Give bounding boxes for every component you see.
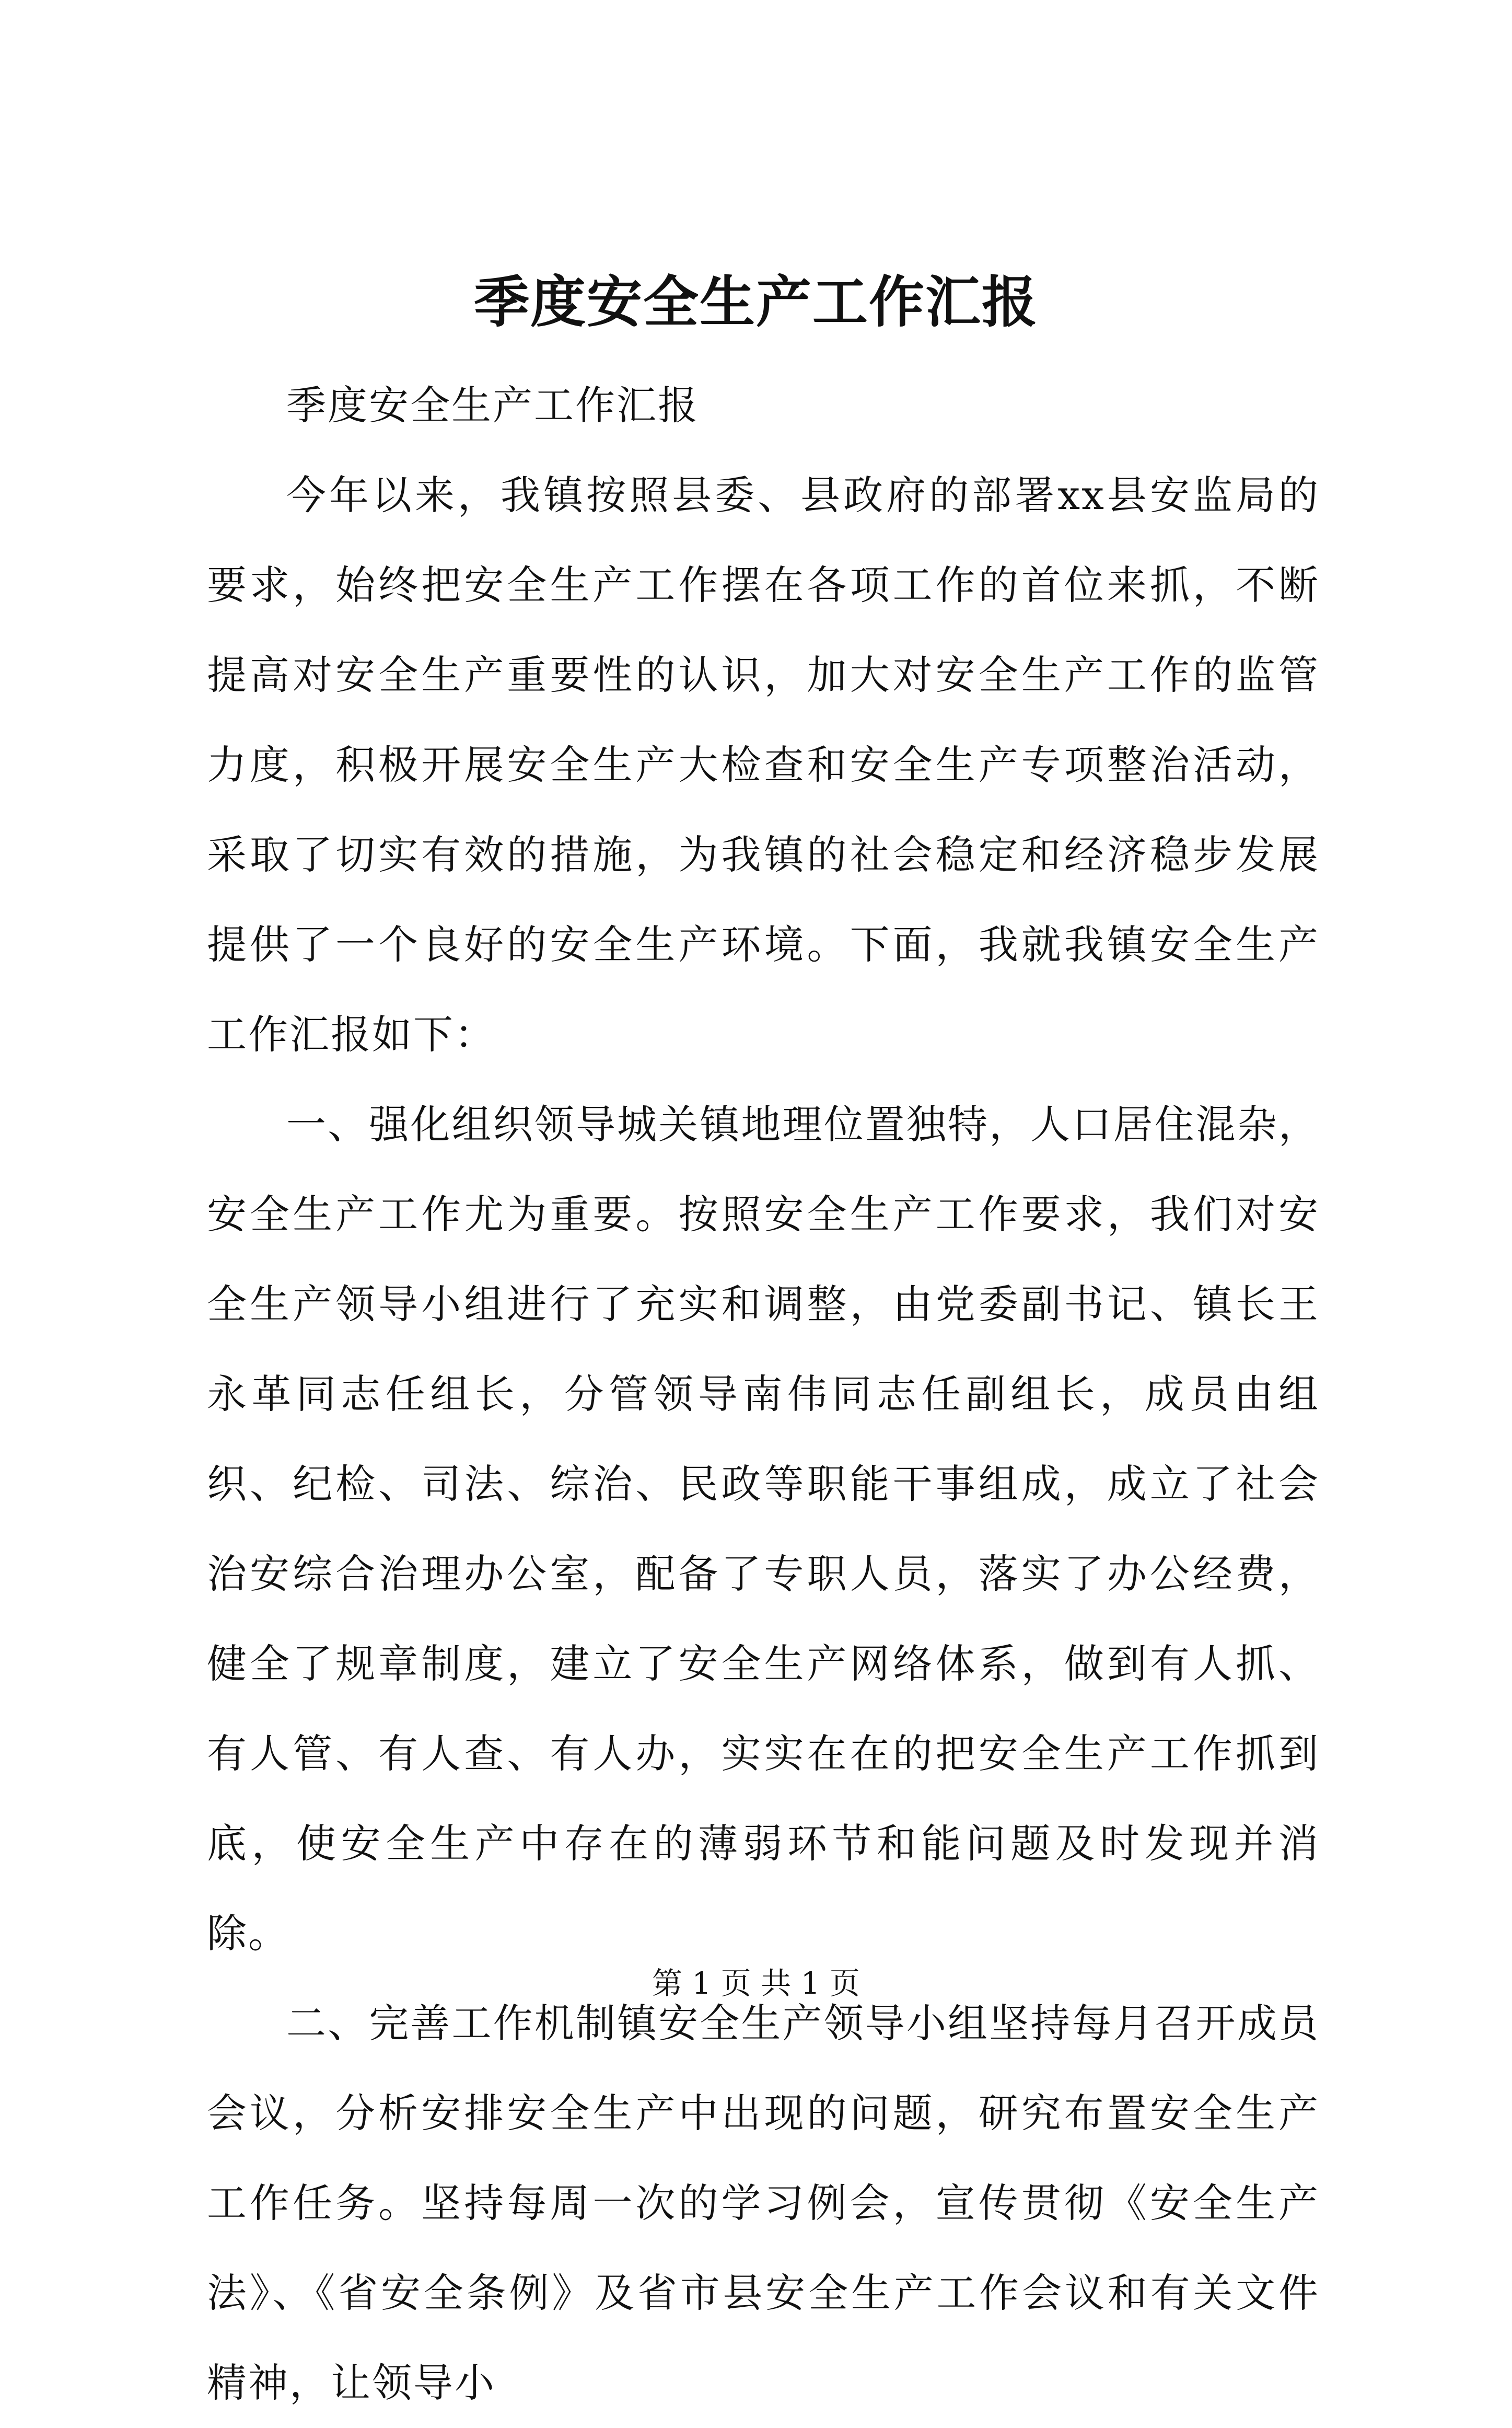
paragraph-intro: 今年以来，我镇按照县委、县政府的部署xx县安监局的要求，始终把安全生产工作摆在各项工作的首位来抓，不断提高对安全生产重要性的认识，加大对安全生产工作的监管力度，积极开展安全生产大检查和安全生产专项整治活动，采取了切实有效的措施，为我镇的社会稳定和经济稳步发展提供了一个良好的安全生产环境。下面，我就我镇安全生产工作汇报如下：	[207, 472, 1320, 1058]
page-footer: 第 1 页 共 1 页	[652, 1965, 860, 2001]
document-body	[207, 361, 1320, 2428]
paragraph-section-1: 一、强化组织领导城关镇地理位置独特，人口居住混杂，安全生产工作尤为重要。按照安全生产工作要求，我们对安全生产领导小组进行了充实和调整，由党委副书记、镇长王永革同志任组长，分管领导南伟同志任副组长，成员由组织、纪检、司法、综治、民政等职能干事组成，成立了社会治安综合治理办公室，配备了专职人员，落实了办公经费，健全了规章制度，建立了安全生产网络体系，做到有人抓、有人管、有人查、有人办，实实在在的把安全生产工作抓到底，使安全生产中存在的薄弱环节和能问题及时发现并消除。	[207, 1101, 1320, 1957]
paragraph-subtitle: 季度安全生产工作汇报	[286, 382, 699, 429]
paragraph-section-2: 二、完善工作机制镇安全生产领导小组坚持每月召开成员会议，分析安排安全生产中出现的问题，研究布置安全生产工作任务。坚持每周一次的学习例会，宣传贯彻《安全生产法》、《省安全条例》及省市县安全生产工作会议和有关文件精神，让领导小	[207, 2000, 1320, 2406]
document-title: 季度安全生产工作汇报	[474, 269, 1038, 334]
